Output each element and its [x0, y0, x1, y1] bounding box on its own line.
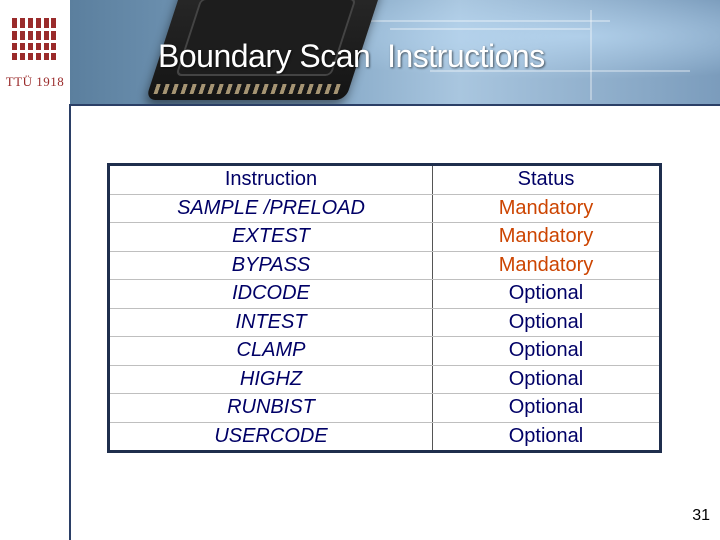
status-cell: Mandatory [433, 194, 661, 223]
status-cell: Mandatory [433, 251, 661, 280]
logo-column [0, 0, 71, 104]
university-logo-icon [11, 16, 57, 62]
table-row [109, 280, 661, 309]
instruction-cell: HIGHZ [109, 365, 433, 394]
table-row [109, 308, 661, 337]
instruction-cell: EXTEST [109, 223, 433, 252]
instruction-cell: IDCODE [109, 280, 433, 309]
table-row [109, 194, 661, 223]
status-cell: Mandatory [433, 223, 661, 252]
instruction-cell: BYPASS [109, 251, 433, 280]
instruction-cell: USERCODE [109, 422, 433, 452]
status-cell: Optional [433, 365, 661, 394]
instruction-cell: INTEST [109, 308, 433, 337]
instructions-table [107, 163, 662, 453]
page-title: Boundary Scan Instructions [158, 38, 545, 74]
table-row [109, 337, 661, 366]
table-row [109, 394, 661, 423]
header-banner [70, 0, 720, 104]
instruction-cell: RUNBIST [109, 394, 433, 423]
logo-text: TTÜ 1918 [5, 74, 65, 89]
table-row [109, 251, 661, 280]
status-cell: Optional [433, 337, 661, 366]
status-cell: Optional [433, 422, 661, 452]
status-cell: Optional [433, 280, 661, 309]
instruction-cell: SAMPLE /PRELOAD [109, 194, 433, 223]
table-row [109, 422, 661, 452]
table-row [109, 223, 661, 252]
status-cell: Optional [433, 394, 661, 423]
table-header-row [109, 165, 661, 195]
status-cell: Optional [433, 308, 661, 337]
table-row [109, 365, 661, 394]
instruction-cell: CLAMP [109, 337, 433, 366]
column-header-status: Status [433, 165, 661, 195]
left-divider [69, 104, 71, 540]
column-header-instruction: Instruction [109, 165, 433, 195]
page-number: 31 [692, 507, 710, 524]
header-divider [70, 104, 720, 106]
